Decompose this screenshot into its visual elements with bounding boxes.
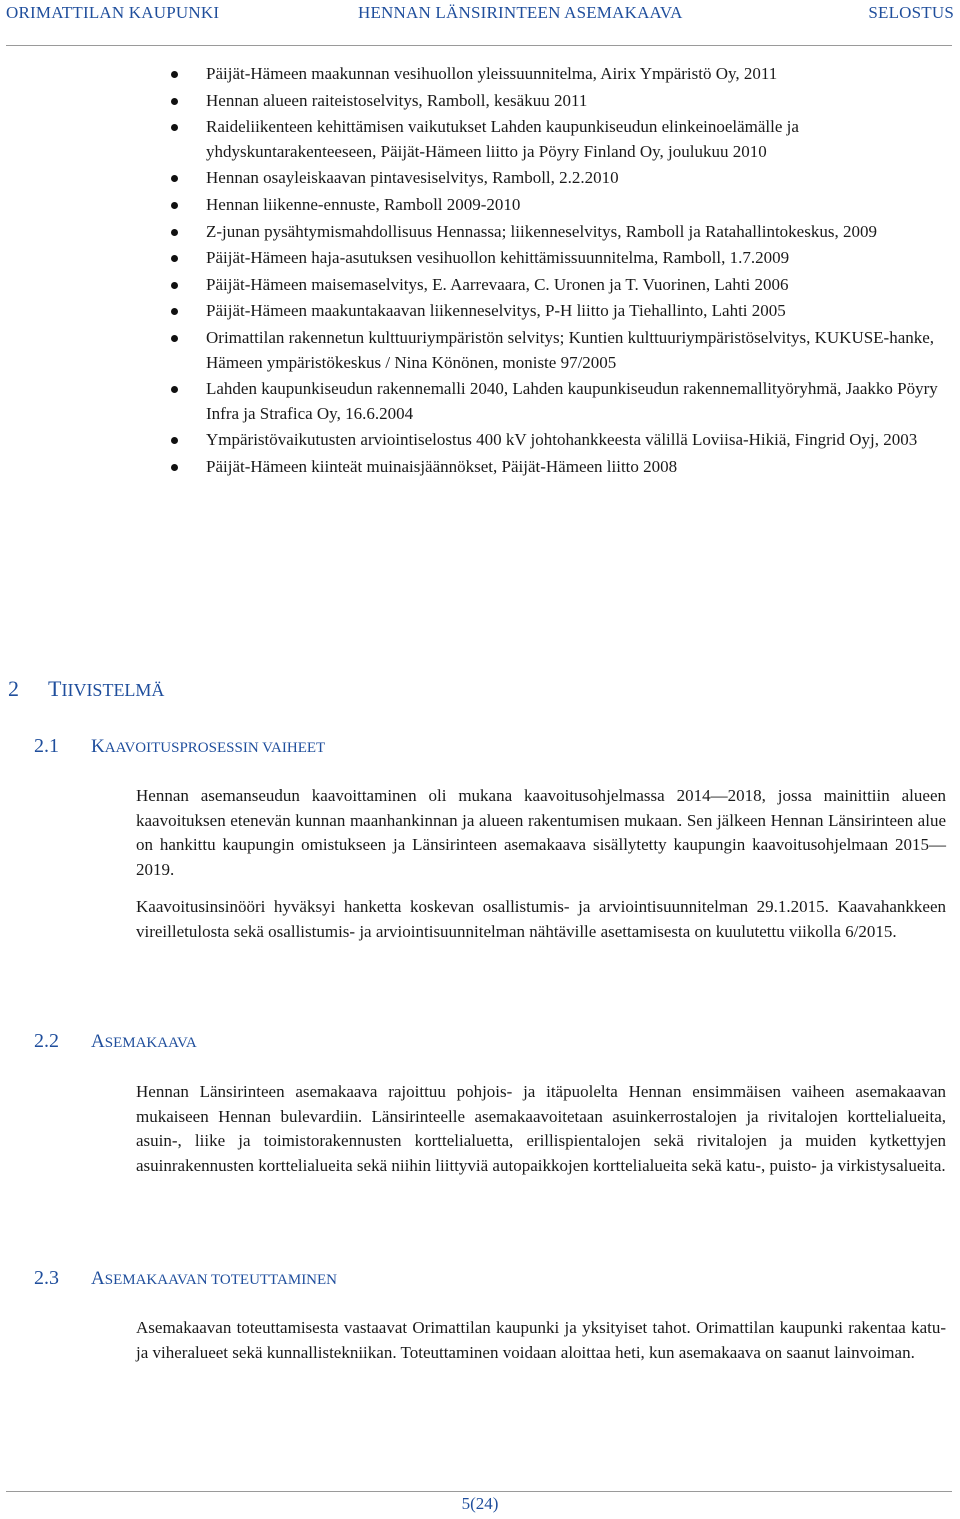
section-2-1-paragraph: Kaavoitusinsinööri hyväksyi hanketta koskevan osallistumis- ja arviointisuunnitelman 29.1.2015. Kaavahankkeen vireilletulosta sekä osallistumis- ja arviointisuunnitelman nähtäville asettamisesta on kuulutettu viikolla 6/2015. [136, 897, 946, 941]
section-title-initial: K [91, 736, 105, 757]
section-title-initial: A [91, 1031, 105, 1052]
section-number: 2.1 [34, 735, 59, 757]
section-number: 2 [8, 676, 19, 701]
reference-item: Hennan liikenne-ennuste, Ramboll 2009-2010 [206, 193, 956, 218]
section-number: 2.2 [34, 1030, 59, 1052]
header-document-type: SELOSTUS [868, 3, 954, 22]
reference-item: Päijät-Hämeen maakuntakaavan liikenneselvitys, P-H liitto ja Tiehallinto, Lahti 2005 [206, 299, 956, 324]
section-2-heading [8, 676, 164, 702]
header-organization: ORIMATTILAN KAUPUNKI [6, 3, 220, 22]
reference-item: Z-junan pysähtymismahdollisuus Hennassa; liikenneselvitys, Ramboll ja Ratahallintokeskus, 2009 [206, 220, 956, 245]
section-2-1-paragraph: Hennan asemanseudun kaavoittaminen oli mukana kaavoitusohjelmassa 2014—2018, jossa mainittiin alueen kaavoituksen etenevän kunnan maanhankinnan ja alueen rakentumisen mukaan. Sen jälkeen Hennan Länsirinteen alue on hankittu kaupungin omistukseen ja Länsirinteen asemakaava sisällytetty kaupungin kaavoitusohjelmaan 2015—2019. [136, 786, 946, 879]
section-2-1-heading [34, 735, 325, 758]
reference-item: Päijät-Hämeen haja-asutuksen vesihuollon kehittämissuunnitelma, Ramboll, 1.7.2009 [206, 246, 956, 271]
section-title-initial: A [91, 1268, 105, 1289]
section-number: 2.3 [34, 1267, 59, 1289]
page-number: 5(24) [461, 1494, 499, 1513]
section-2-2-paragraph: Hennan Länsirinteen asemakaava rajoittuu pohjois- ja itäpuolelta Hennan ensimmäisen vaiheen asemakaavan mukaiseen Hennan bulevardiin. Länsirinteelle asemakaavoitetaan asuinkerrostalojen ja rivitalojen korttelialueita, asuin-, liike ja toimistorakennusten korttelialuetta, erillispientalojen sekä rivitalojen ja muiden kytkettyjen asuinrakennusten korttelialueita sekä niihin liittyviä autopaikkojen korttelialueita sekä katu-, puisto- ja virkistysalueita. [136, 1082, 946, 1175]
page-header [0, 3, 960, 29]
reference-item: Orimattilan rakennetun kulttuuriympäristön selvitys; Kuntien kulttuuriympäristöselvitys, KUKUSE-hanke, Hämeen ympäristökeskus / Nina Könönen, moniste 97/2005 [206, 326, 956, 375]
reference-item: Päijät-Hämeen kiinteät muinaisjäännökset, Päijät-Hämeen liitto 2008 [206, 455, 956, 480]
reference-item: Lahden kaupunkiseudun rakennemalli 2040, Lahden kaupunkiseudun rakennemallityöryhmä, Jaakko Pöyry Infra ja Strafica Oy, 16.6.2004 [206, 377, 956, 426]
section-2-3-paragraph: Asemakaavan toteuttamisesta vastaavat Orimattilan kaupunki ja yksityiset tahot. Orimattilan kaupunki rakentaa katu- ja viheralueet sekä kunnallistekniikan. Toteuttaminen voidaan aloittaa heti, kun asemakaava on saanut lainvoiman. [136, 1318, 946, 1362]
reference-item: Päijät-Hämeen maisemaselvitys, E. Aarrevaara, C. Uronen ja T. Vuorinen, Lahti 2006 [206, 273, 956, 298]
reference-item: Raideliikenteen kehittämisen vaikutukset Lahden kaupunkiseudun elinkeinoelämälle ja yhdyskuntarakenteeseen, Päijät-Hämeen liitto ja Pöyry Finland Oy, joulukuu 2010 [206, 115, 956, 164]
reference-item: Hennan osayleiskaavan pintavesiselvitys, Ramboll, 2.2.2010 [206, 166, 956, 191]
section-2-3-heading [34, 1267, 337, 1290]
reference-item: Hennan alueen raiteistoselvitys, Ramboll, kesäkuu 2011 [206, 89, 956, 114]
reference-list [206, 62, 956, 482]
footer-divider [6, 1491, 952, 1492]
section-2-2-heading [34, 1030, 197, 1053]
section-title-rest: SEMAKAAVAN TOTEUTTAMINEN [104, 1272, 338, 1288]
section-title-rest: AAVOITUSPROSESSIN VAIHEET [104, 740, 326, 756]
header-divider [6, 45, 952, 46]
section-title-rest: IIVISTELMÄ [61, 680, 165, 700]
section-title-initial: T [48, 676, 62, 701]
section-title-rest: SEMAKAAVA [104, 1035, 197, 1051]
header-document-title: HENNAN LÄNSIRINTEEN ASEMAKAAVA [358, 3, 683, 22]
reference-item: Päijät-Hämeen maakunnan vesihuollon yleissuunnitelma, Airix Ympäristö Oy, 2011 [206, 62, 956, 87]
reference-item: Ympäristövaikutusten arviointiselostus 400 kV johtohankkeesta välillä Loviisa-Hikiä, Fingrid Oyj, 2003 [206, 428, 956, 453]
